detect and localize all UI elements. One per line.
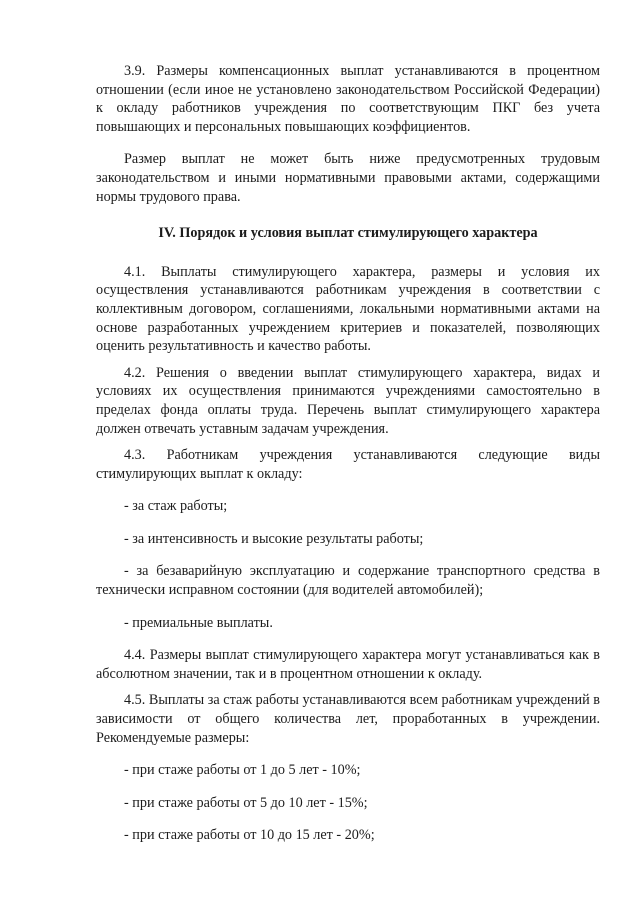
paragraph-4-4: 4.4. Размеры выплат стимулирующего характера могут устанавливаться как в абсолютном значении, так и в процентном отношении к окладу. — [96, 647, 600, 682]
list-item: - при стаже работы от 10 до 15 лет - 20%; — [124, 827, 375, 844]
paragraph-4-1: 4.1. Выплаты стимулирующего характера, размеры и условия их осуществления устанавливаются работникам учреждения в соответствии с коллективным договором, соглашениями, локальными нормативными актами на основе разработанных учреждением критериев и показателей, позволяющих оценить результативность и качество работы. — [96, 263, 600, 355]
list-item: - за безаварийную эксплуатацию и содержание транспортного средства в технически исправном состоянии (для водителей автомобилей); — [96, 563, 600, 599]
document-page — [96, 62, 600, 845]
section-heading-iv: IV. Порядок и условия выплат стимулирующего характера — [158, 225, 538, 242]
list-item: - за интенсивность и высокие результаты работы; — [124, 530, 424, 547]
paragraph-4-5: 4.5. Выплаты за стаж работы устанавливаются всем работникам учреждений в зависимости от общего количества лет, проработанных в учреждении. Рекомендуемые размеры: — [96, 692, 600, 746]
paragraph-3-9: 3.9. Размеры компенсационных выплат устанавливаются в процентном отношении (если иное не установлено законодательством Российской Федерации) к окладу работников учреждения по соответствующим ПКГ без учета повышающих и персональных повышающих коэффициентов. — [96, 63, 600, 135]
list-item: - при стаже работы от 1 до 5 лет - 10%; — [124, 762, 361, 779]
paragraph-3-9-minimum: Размер выплат не может быть ниже предусмотренных трудовым законодательством и иными нормативными правовыми актами, содержащими нормы трудового права. — [96, 151, 600, 205]
list-item: - при стаже работы от 5 до 10 лет - 15%; — [124, 794, 368, 811]
list-item: - премиальные выплаты. — [124, 614, 273, 631]
list-item: - за стаж работы; — [124, 498, 228, 515]
paragraph-4-2: 4.2. Решения о введении выплат стимулирующего характера, видах и условиях их осуществления принимаются учреждениями самостоятельно в пределах фонда оплаты труда. Перечень выплат стимулирующего характера должен отвечать уставным задачам учреждения. — [96, 364, 600, 437]
paragraph-4-3: 4.3. Работникам учреждения устанавливаются следующие виды стимулирующих выплат к окладу: — [96, 447, 600, 482]
